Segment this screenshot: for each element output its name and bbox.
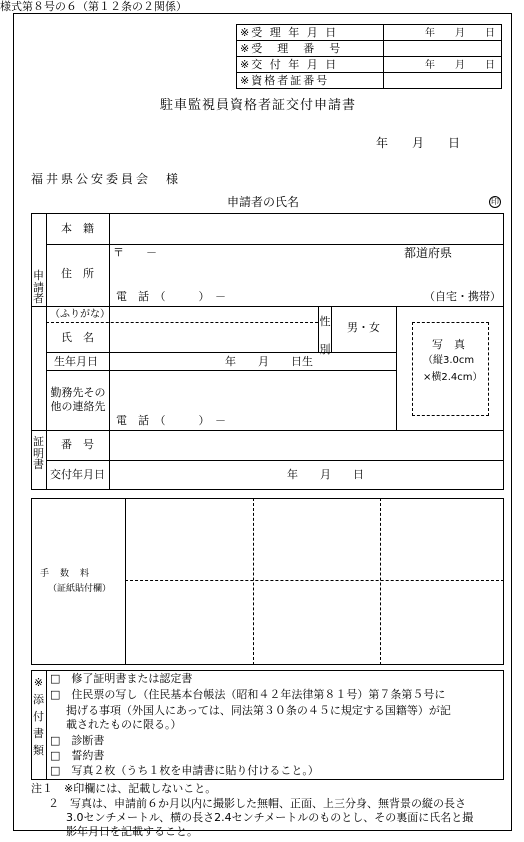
note-2-cont2: 影年月日を記載すること。: [66, 825, 198, 838]
sex-label: 性別: [319, 315, 331, 356]
postal-mark: 〒 －: [113, 246, 157, 259]
official-label-issued-date: ※交 付 年 月 日: [240, 58, 339, 71]
form-title: 駐車監視員資格者証交付申請書: [160, 98, 357, 113]
official-value-received-date: 年 月 日: [425, 28, 495, 39]
official-label-received-number: ※受 理 番 号: [240, 42, 343, 55]
attachment-item-1: □ 修了証明書または認定書: [50, 672, 193, 685]
photo-size-height: （縦3.0cm: [423, 355, 475, 366]
attachment-item-5: □ 写真２枚（うち１枚を申請書に貼り付けること。）: [50, 764, 319, 777]
fee-label: 手 数 料: [40, 569, 91, 579]
attachment-item-3: □ 診断書: [50, 734, 105, 747]
cert-section-label: 証明書: [33, 435, 44, 472]
attachment-item-4: □ 誓約書: [50, 749, 105, 762]
phone-label: 電 話 （ ） －: [116, 290, 226, 303]
name-label: 氏 名: [61, 331, 94, 344]
applicant-section-label: 申請者: [33, 269, 44, 306]
addressee: 福井県公安委員会 様: [31, 172, 182, 186]
attachment-item-2-cont: 掲げる事項（外国人にあっては、同法第３０条の４５に規定する国籍等）が記: [66, 704, 451, 717]
work-phone-label: 電 話 （ ） －: [116, 414, 226, 427]
work-label: 勤務先その他の連絡先: [50, 386, 106, 414]
attachment-item-2-cont2: 載されたものに限る。）: [66, 718, 182, 731]
photo-size-width: ×横2.4cm）: [423, 372, 483, 383]
furigana-label: （ふりがな）: [50, 309, 110, 320]
application-date: 年 月 日: [376, 136, 461, 150]
birth-label: 生年月日: [54, 355, 98, 368]
attach-section-label: ※添付書類: [33, 676, 44, 757]
official-value-issued-date: 年 月 日: [425, 60, 495, 71]
address-label: 住 所: [61, 267, 94, 280]
note-2-cont: 3.0センチメートル、横の長さ2.4センチメートルのものとし、その裏面に氏名と撮: [66, 811, 474, 824]
cert-number-label: 番 号: [61, 438, 94, 451]
form-id: 様式第８号の６（第１２条の２関係）: [0, 0, 187, 13]
prefecture-label: 都道府県: [404, 246, 453, 260]
fee-sub-label: （証紙貼付欄）: [48, 584, 112, 594]
phone-note: （自宅・携帯）: [424, 290, 501, 303]
official-label-cert-number: ※資格者証番号: [240, 74, 330, 87]
fee-table: [31, 498, 504, 665]
applicant-name-label: 申請者の氏名: [227, 195, 300, 209]
sex-value: 男・女: [347, 321, 380, 334]
official-label-received-date: ※受 理 年 月 日: [240, 26, 339, 39]
cert-date-value: 年 月 日: [287, 468, 364, 481]
seal-mark: 印: [491, 197, 499, 206]
photo-box: [412, 322, 489, 416]
attachment-item-2: □ 住民票の写し（住民基本台帳法（昭和４２年法律第８１号）第７条第５号に: [50, 688, 446, 701]
cert-date-label: 交付年月日: [50, 468, 105, 481]
note-1: 注１ ※印欄には、記載しないこと。: [31, 782, 217, 795]
note-2: ２ 写真は、申請前６か月以内に撮影した無帽、正面、上三分身、無背景の縦の長さ: [48, 797, 466, 810]
birth-value: 年 月 日生: [225, 355, 313, 368]
photo-label: 写 真: [432, 338, 465, 351]
honseki-label: 本 籍: [61, 222, 94, 235]
